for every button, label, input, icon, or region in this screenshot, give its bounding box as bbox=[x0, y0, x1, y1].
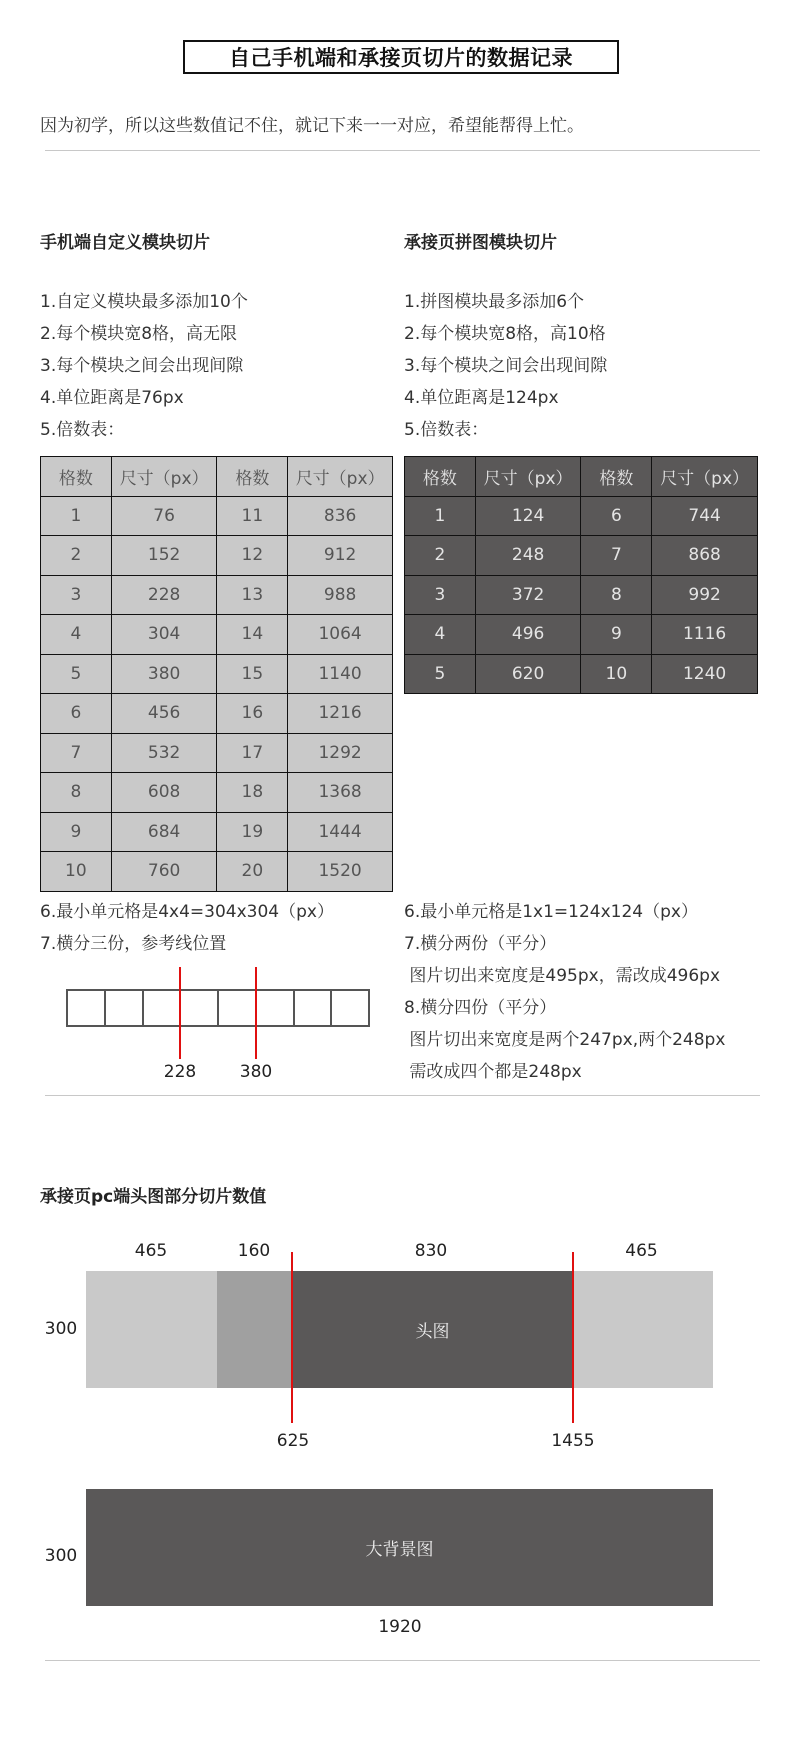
note-item: 图片切出来宽度是两个247px,两个248px bbox=[404, 1030, 726, 1050]
table-header-row bbox=[405, 457, 758, 497]
table-cell: 1292 bbox=[288, 733, 393, 773]
table-cell: 836 bbox=[288, 496, 393, 536]
divider bbox=[45, 1095, 760, 1096]
pc-section-title: 承接页pc端头图部分切片数值 bbox=[40, 1187, 267, 1207]
grid-cell bbox=[181, 991, 219, 1025]
landing-multiplier-table bbox=[404, 456, 758, 694]
header-cell: 尺寸（px） bbox=[652, 457, 758, 497]
table-cell: 380 bbox=[111, 654, 217, 694]
divider bbox=[45, 150, 760, 151]
guide-label: 1455 bbox=[551, 1431, 595, 1451]
table-cell: 152 bbox=[111, 536, 217, 576]
table-cell: 8 bbox=[41, 773, 112, 813]
header-cell: 格数 bbox=[217, 457, 288, 497]
table-cell: 19 bbox=[217, 812, 288, 852]
table-cell: 1444 bbox=[288, 812, 393, 852]
table-cell: 9 bbox=[581, 615, 652, 655]
table-cell: 4 bbox=[41, 615, 112, 655]
grid-cell bbox=[106, 991, 144, 1025]
note-item: 6.最小单元格是4x4=304x304（px） bbox=[40, 902, 334, 922]
note-item: 7.横分三份，参考线位置 bbox=[40, 934, 227, 954]
rule-item: 1.拼图模块最多添加6个 bbox=[404, 292, 585, 312]
width-label: 465 bbox=[625, 1241, 658, 1261]
table-cell: 1 bbox=[405, 496, 476, 536]
table-cell: 3 bbox=[41, 575, 112, 615]
table-cell: 6 bbox=[41, 694, 112, 734]
landing-section-title: 承接页拼图模块切片 bbox=[404, 233, 557, 253]
table-cell: 228 bbox=[111, 575, 217, 615]
background-image-block bbox=[86, 1489, 713, 1606]
width-label: 160 bbox=[237, 1241, 271, 1261]
table-cell: 760 bbox=[111, 852, 217, 892]
table-row bbox=[41, 654, 393, 694]
rule-item: 4.单位距离是76px bbox=[40, 388, 184, 408]
table-cell: 1064 bbox=[288, 615, 393, 655]
table-cell: 912 bbox=[288, 536, 393, 576]
mobile-grid-diagram bbox=[66, 989, 370, 1027]
table-cell: 1520 bbox=[288, 852, 393, 892]
table-row bbox=[405, 536, 758, 576]
header-cell: 格数 bbox=[581, 457, 652, 497]
table-row bbox=[41, 852, 393, 892]
grid-cell bbox=[219, 991, 257, 1025]
table-row bbox=[41, 536, 393, 576]
table-row bbox=[405, 654, 758, 694]
table-cell: 248 bbox=[475, 536, 581, 576]
header-side-right bbox=[573, 1271, 713, 1388]
header-cell: 尺寸（px） bbox=[475, 457, 581, 497]
rule-item: 2.每个模块宽8格，高无限 bbox=[40, 324, 238, 344]
table-cell: 684 bbox=[111, 812, 217, 852]
table-cell: 532 bbox=[111, 733, 217, 773]
width-label: 1920 bbox=[378, 1617, 422, 1637]
table-row bbox=[41, 812, 393, 852]
table-cell: 456 bbox=[111, 694, 217, 734]
table-row bbox=[405, 496, 758, 536]
table-row bbox=[41, 733, 393, 773]
note-item: 8.横分四份（平分） bbox=[404, 998, 557, 1018]
table-row bbox=[41, 694, 393, 734]
header-image-label: 头图 bbox=[415, 1322, 450, 1342]
guide-line-380 bbox=[255, 967, 257, 1059]
table-cell: 1216 bbox=[288, 694, 393, 734]
table-cell: 5 bbox=[405, 654, 476, 694]
intro-text: 因为初学，所以这些数值记不住，就记下来一一对应，希望能帮得上忙。 bbox=[40, 116, 584, 136]
table-cell: 9 bbox=[41, 812, 112, 852]
table-cell: 20 bbox=[217, 852, 288, 892]
table-cell: 13 bbox=[217, 575, 288, 615]
header-cell: 尺寸（px） bbox=[288, 457, 393, 497]
table-cell: 7 bbox=[41, 733, 112, 773]
table-cell: 15 bbox=[217, 654, 288, 694]
table-cell: 18 bbox=[217, 773, 288, 813]
height-label: 300 bbox=[44, 1546, 78, 1566]
table-row bbox=[405, 575, 758, 615]
table-cell: 76 bbox=[111, 496, 217, 536]
header-cell: 尺寸（px） bbox=[111, 457, 217, 497]
table-row bbox=[41, 496, 393, 536]
mobile-section-title: 手机端自定义模块切片 bbox=[40, 233, 210, 253]
table-header-row bbox=[41, 457, 393, 497]
note-item: 图片切出来宽度是495px，需改成496px bbox=[404, 966, 721, 986]
guide-line-625 bbox=[291, 1252, 293, 1423]
table-cell: 11 bbox=[217, 496, 288, 536]
table-cell: 10 bbox=[581, 654, 652, 694]
rule-item: 3.每个模块之间会出现间隙 bbox=[404, 356, 608, 376]
divider bbox=[45, 1660, 760, 1661]
table-cell: 1368 bbox=[288, 773, 393, 813]
table-cell: 868 bbox=[652, 536, 758, 576]
table-cell: 8 bbox=[581, 575, 652, 615]
guide-label: 228 bbox=[163, 1062, 197, 1082]
rule-item: 4.单位距离是124px bbox=[404, 388, 559, 408]
grid-cell bbox=[68, 991, 106, 1025]
note-item: 需改成四个都是248px bbox=[404, 1062, 582, 1082]
guide-label: 380 bbox=[239, 1062, 273, 1082]
background-image-label: 大背景图 bbox=[365, 1540, 434, 1560]
table-cell: 10 bbox=[41, 852, 112, 892]
landing-notes bbox=[404, 896, 725, 1088]
width-label: 830 bbox=[414, 1241, 448, 1261]
page-title: 自己手机端和承接页切片的数据记录 bbox=[183, 40, 619, 74]
table-row bbox=[41, 615, 393, 655]
table-cell: 372 bbox=[475, 575, 581, 615]
table-cell: 744 bbox=[652, 496, 758, 536]
table-cell: 7 bbox=[581, 536, 652, 576]
guide-label: 625 bbox=[276, 1431, 310, 1451]
table-cell: 16 bbox=[217, 694, 288, 734]
rule-item: 3.每个模块之间会出现间隙 bbox=[40, 356, 244, 376]
height-label: 300 bbox=[44, 1319, 78, 1339]
table-cell: 2 bbox=[405, 536, 476, 576]
header-cell: 格数 bbox=[405, 457, 476, 497]
header-image-block bbox=[292, 1271, 573, 1388]
header-cell: 格数 bbox=[41, 457, 112, 497]
guide-line-228 bbox=[179, 967, 181, 1059]
rule-item: 5.倍数表： bbox=[40, 420, 125, 440]
table-cell: 988 bbox=[288, 575, 393, 615]
grid-cell bbox=[144, 991, 182, 1025]
table-cell: 496 bbox=[475, 615, 581, 655]
rule-item: 2.每个模块宽8格，高10格 bbox=[404, 324, 606, 344]
header-side-left bbox=[86, 1271, 217, 1388]
grid-cell bbox=[295, 991, 333, 1025]
table-cell: 620 bbox=[475, 654, 581, 694]
table-cell: 6 bbox=[581, 496, 652, 536]
table-cell: 124 bbox=[475, 496, 581, 536]
table-cell: 608 bbox=[111, 773, 217, 813]
table-cell: 304 bbox=[111, 615, 217, 655]
table-cell: 1140 bbox=[288, 654, 393, 694]
table-cell: 17 bbox=[217, 733, 288, 773]
mobile-notes bbox=[40, 896, 334, 960]
guide-line-1455 bbox=[572, 1252, 574, 1423]
table-cell: 2 bbox=[41, 536, 112, 576]
landing-rules bbox=[404, 286, 607, 446]
grid-cell bbox=[257, 991, 295, 1025]
note-item: 6.最小单元格是1x1=124x124（px） bbox=[404, 902, 698, 922]
note-item: 7.横分两份（平分） bbox=[404, 934, 557, 954]
table-cell: 1240 bbox=[652, 654, 758, 694]
table-row bbox=[405, 615, 758, 655]
table-cell: 1116 bbox=[652, 615, 758, 655]
table-cell: 4 bbox=[405, 615, 476, 655]
grid-cell bbox=[332, 991, 368, 1025]
table-cell: 3 bbox=[405, 575, 476, 615]
table-cell: 12 bbox=[217, 536, 288, 576]
table-cell: 992 bbox=[652, 575, 758, 615]
width-label: 465 bbox=[134, 1241, 168, 1261]
table-cell: 5 bbox=[41, 654, 112, 694]
table-cell: 14 bbox=[217, 615, 288, 655]
header-side-inner bbox=[217, 1271, 292, 1388]
rule-item: 1.自定义模块最多添加10个 bbox=[40, 292, 248, 312]
rule-item: 5.倍数表： bbox=[404, 420, 489, 440]
table-row bbox=[41, 773, 393, 813]
table-row bbox=[41, 575, 393, 615]
mobile-multiplier-table bbox=[40, 456, 393, 892]
table-cell: 1 bbox=[41, 496, 112, 536]
mobile-rules bbox=[40, 286, 248, 446]
